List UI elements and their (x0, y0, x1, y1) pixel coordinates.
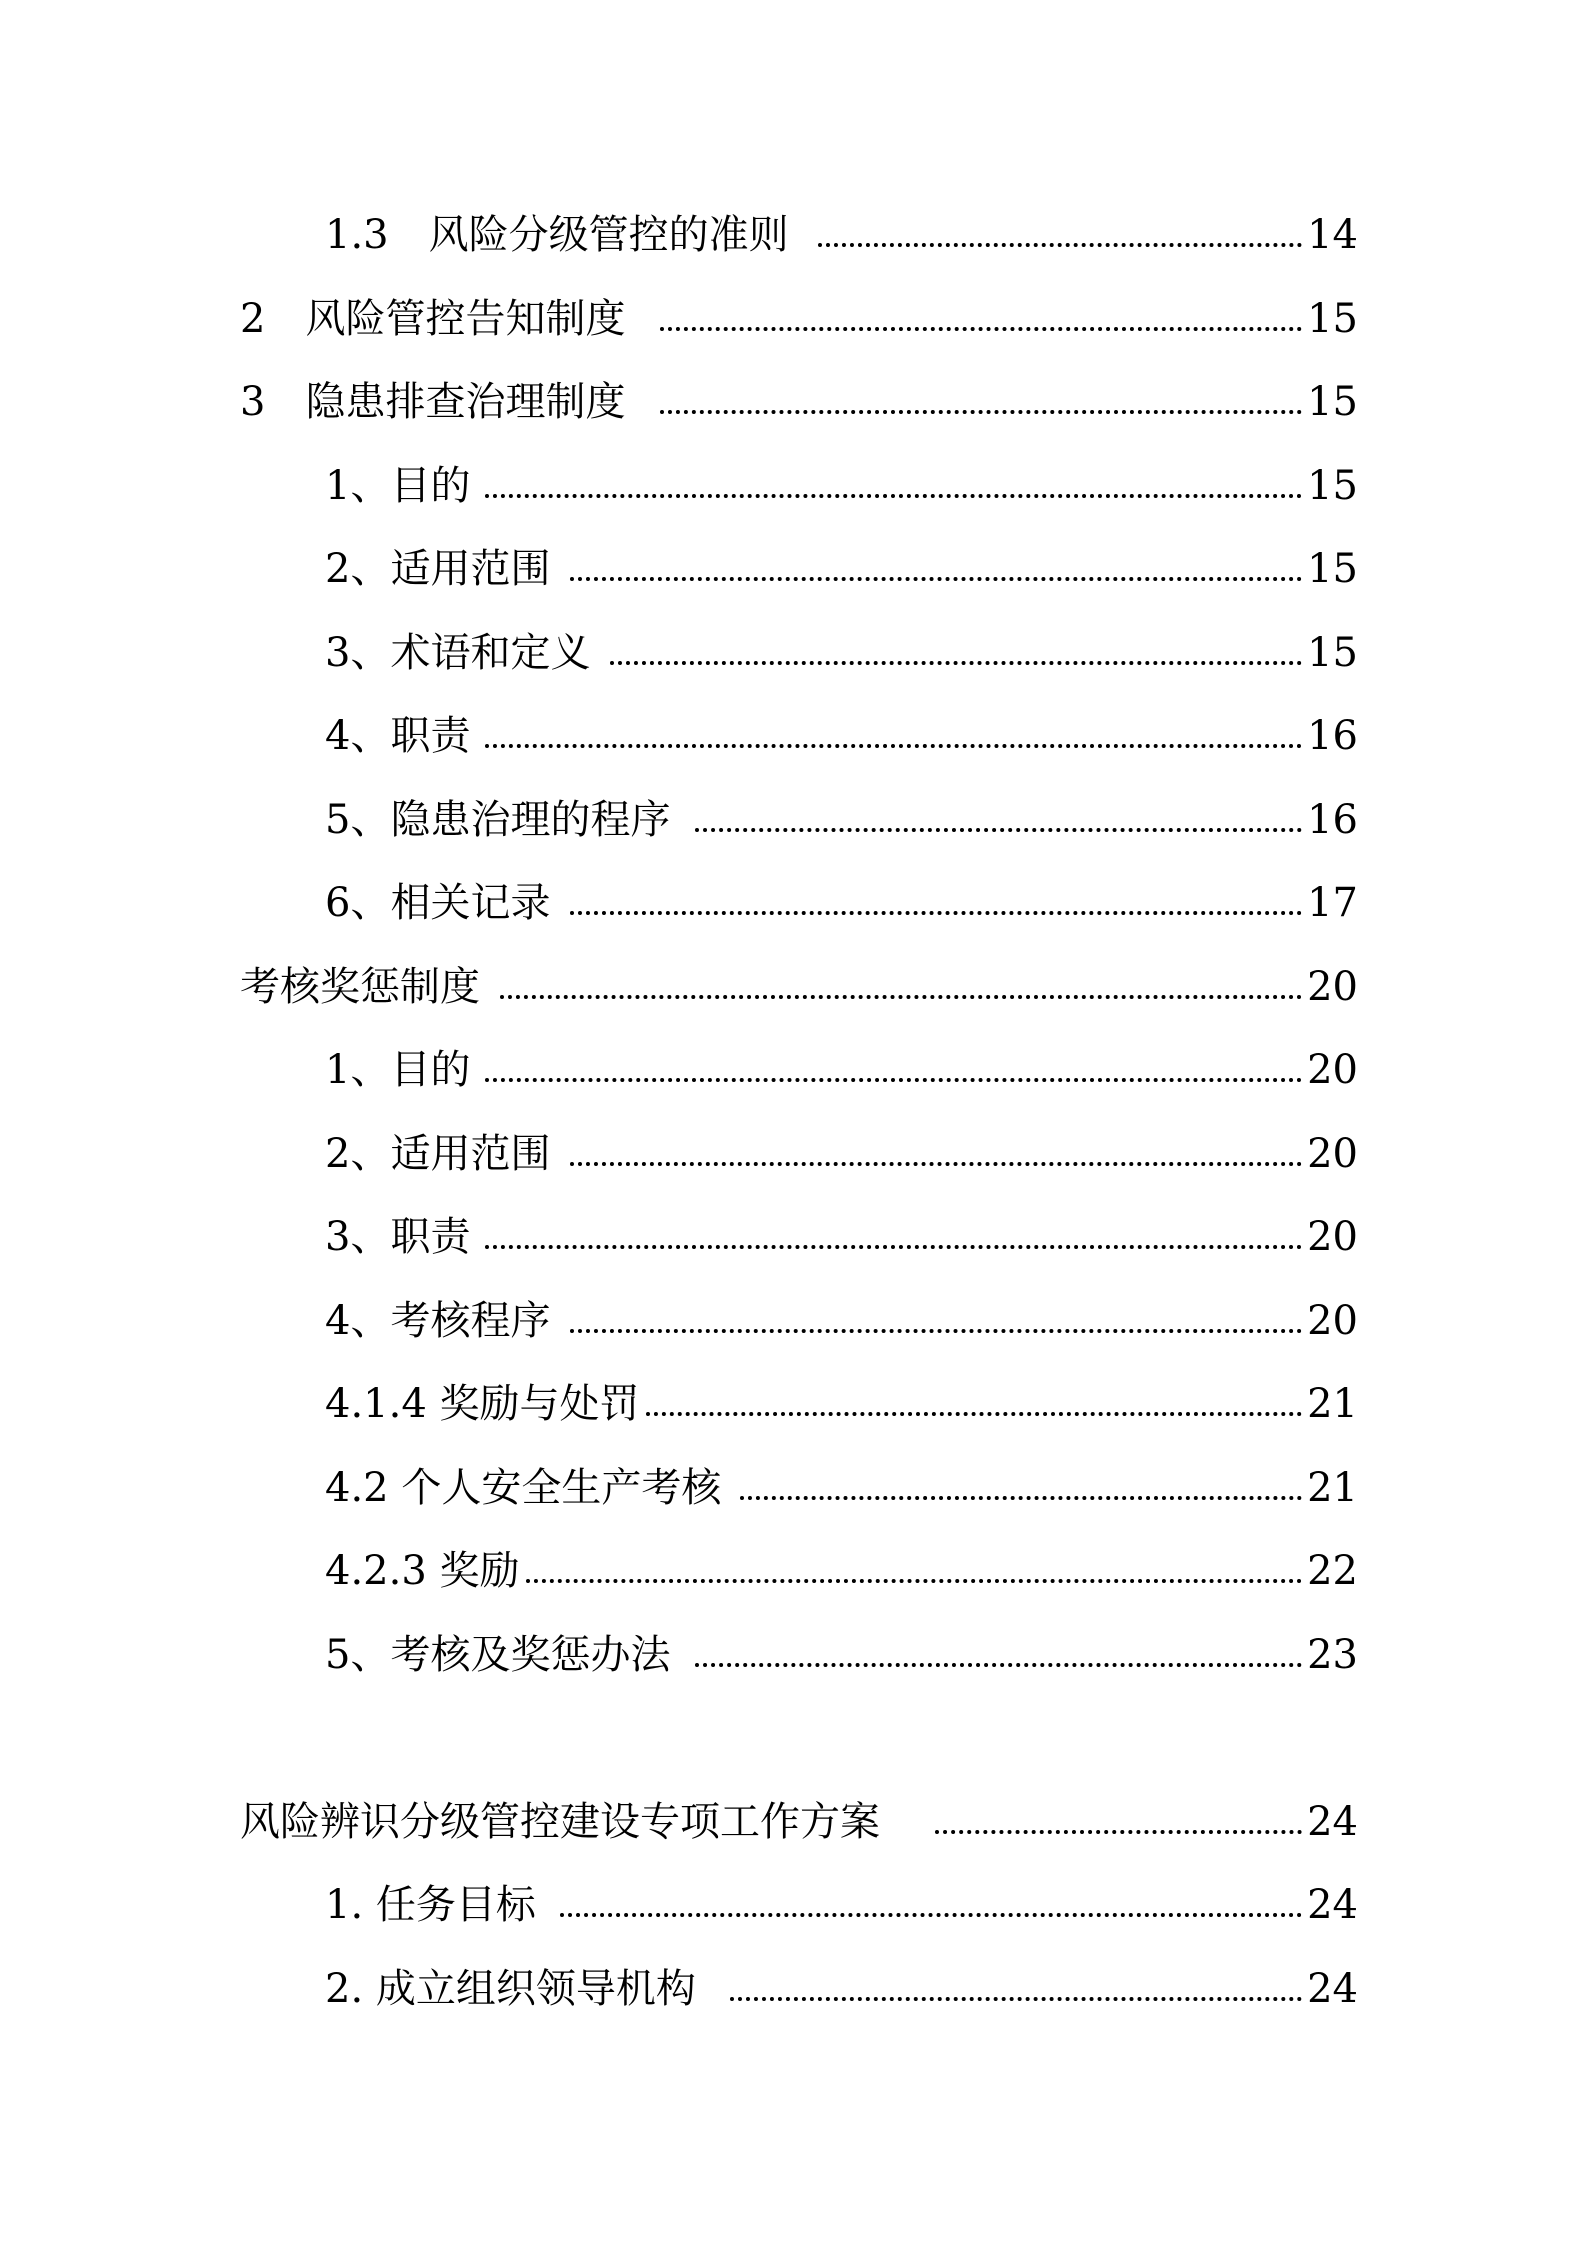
toc-entry[interactable] (0, 456, 1587, 516)
toc-entry-page: 15 (1307, 546, 1358, 592)
toc-entry-page: 16 (1307, 713, 1358, 759)
toc-entry[interactable] (0, 372, 1587, 432)
toc-entry-page: 15 (1307, 296, 1358, 342)
toc-entry-label: 3、术语和定义 (325, 630, 591, 676)
toc-entry[interactable] (0, 790, 1587, 850)
toc-entry-label: 5、隐患治理的程序 (325, 797, 671, 843)
toc-leader-dots (570, 1162, 1302, 1166)
toc-entry-label: 4、考核程序 (325, 1298, 551, 1344)
toc-leader-dots (560, 1913, 1302, 1917)
toc-entry[interactable] (0, 873, 1587, 933)
toc-leader-dots (695, 828, 1302, 832)
toc-entry[interactable] (0, 1959, 1587, 2019)
toc-entry[interactable] (0, 1207, 1587, 1267)
toc-entry-label: 4.2 个人安全生产考核 (325, 1465, 722, 1511)
toc-entry-label: 2、适用范围 (325, 546, 551, 592)
toc-entry-page: 15 (1307, 463, 1358, 509)
toc-entry-label: 风险辨识分级管控建设专项工作方案 (240, 1799, 880, 1845)
toc-entry-page: 23 (1307, 1632, 1358, 1678)
toc-entry-label: 1.3 风险分级管控的准则 (325, 212, 789, 258)
toc-leader-dots (740, 1496, 1302, 1500)
toc-entry[interactable] (0, 1040, 1587, 1100)
toc-leader-dots (526, 1579, 1302, 1583)
toc-leader-dots (660, 410, 1302, 414)
toc-entry[interactable] (0, 1291, 1587, 1351)
toc-entry-page: 21 (1307, 1381, 1358, 1427)
toc-entry[interactable] (0, 623, 1587, 683)
toc-leader-dots (485, 1078, 1302, 1082)
toc-entry[interactable] (0, 539, 1587, 599)
toc-leader-dots (570, 911, 1302, 915)
toc-entry-label: 4.1.4 奖励与处罚 (325, 1381, 640, 1427)
toc-entry-page: 21 (1307, 1465, 1358, 1511)
toc-leader-dots (660, 327, 1302, 331)
toc-leader-dots (570, 1329, 1302, 1333)
toc-leader-dots (570, 577, 1302, 581)
toc-entry[interactable] (0, 1625, 1587, 1685)
toc-entry[interactable] (0, 1374, 1587, 1434)
toc-entry[interactable] (0, 1458, 1587, 1518)
toc-entry[interactable] (0, 706, 1587, 766)
toc-entry-label: 2. 成立组织领导机构 (325, 1966, 696, 2012)
toc-leader-dots (730, 1997, 1302, 2001)
toc-entry-page: 20 (1307, 1214, 1358, 1260)
toc-entry-label: 3 隐患排查治理制度 (240, 379, 626, 425)
toc-entry-label: 2、适用范围 (325, 1131, 551, 1177)
toc-entry-label: 1、目的 (325, 1047, 471, 1093)
toc-entry[interactable] (0, 1124, 1587, 1184)
toc-entry[interactable] (0, 205, 1587, 265)
toc-entry-page: 24 (1307, 1966, 1358, 2012)
toc-leader-dots (935, 1830, 1302, 1834)
toc-entry-page: 20 (1307, 1047, 1358, 1093)
toc-entry-label: 1、目的 (325, 463, 471, 509)
toc-entry-page: 22 (1307, 1548, 1358, 1594)
toc-entry-page: 16 (1307, 797, 1358, 843)
toc-leader-dots (646, 1412, 1302, 1416)
toc-entry[interactable] (0, 289, 1587, 349)
toc-entry-page: 24 (1307, 1799, 1358, 1845)
toc-entry-page: 20 (1307, 964, 1358, 1010)
toc-entry-label: 考核奖惩制度 (240, 964, 480, 1010)
toc-leader-dots (610, 661, 1302, 665)
toc-leader-dots (818, 243, 1302, 247)
toc-entry[interactable] (0, 957, 1587, 1017)
toc-entry-page: 14 (1307, 212, 1358, 258)
toc-entry[interactable] (0, 1541, 1587, 1601)
toc-leader-dots (485, 744, 1302, 748)
toc-entry-page: 24 (1307, 1882, 1358, 1928)
toc-entry-label: 4、职责 (325, 713, 471, 759)
toc-entry-page: 20 (1307, 1131, 1358, 1177)
toc-entry-label: 4.2.3 奖励 (325, 1548, 520, 1594)
toc-leader-dots (500, 995, 1302, 999)
toc-entry-label: 5、考核及奖惩办法 (325, 1632, 671, 1678)
toc-leader-dots (485, 494, 1302, 498)
toc-leader-dots (695, 1663, 1302, 1667)
toc-entry-label: 3、职责 (325, 1214, 471, 1260)
toc-entry-page: 15 (1307, 630, 1358, 676)
toc-entry[interactable] (0, 1792, 1587, 1852)
toc-entry-label: 2 风险管控告知制度 (240, 296, 626, 342)
toc-entry-page: 20 (1307, 1298, 1358, 1344)
toc-leader-dots (485, 1245, 1302, 1249)
toc-entry-label: 1. 任务目标 (325, 1882, 536, 1928)
toc-entry-label: 6、相关记录 (325, 880, 551, 926)
toc-entry[interactable] (0, 1875, 1587, 1935)
toc-entry-page: 15 (1307, 379, 1358, 425)
toc-entry-page: 17 (1307, 880, 1358, 926)
